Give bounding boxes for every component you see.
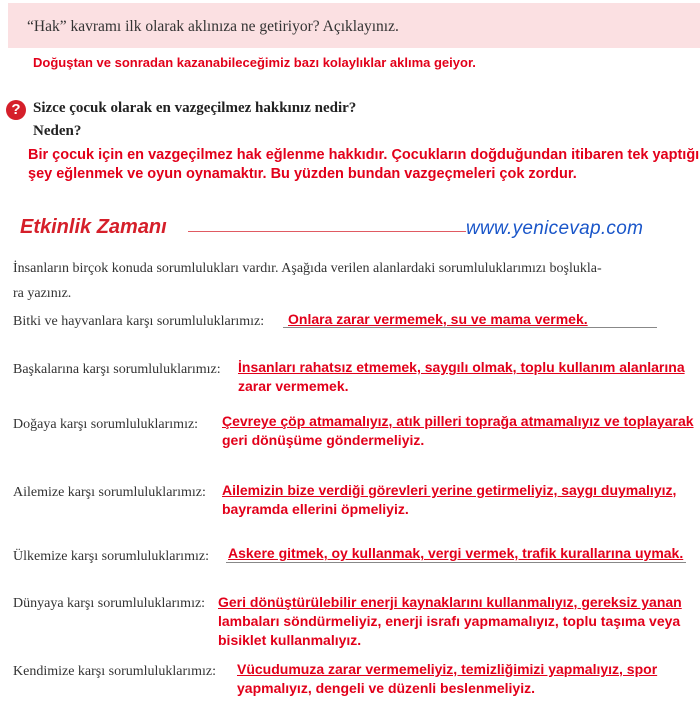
item-label-country: Ülkemize karşı sorumluluklarımız: [13, 549, 209, 564]
question-1-answer: Doğuştan ve sonradan kazanabileceğimiz bazı kolaylıklar aklıma geiyor. [33, 55, 476, 70]
answer-line-text: Vücudumuza zarar vermemeliyiz, temizliğimizi yapmalıyız, spor [237, 661, 658, 677]
item-label-nature: Doğaya karşı sorumluluklarımız: [13, 417, 199, 432]
answer-line-text: İnsanları rahatsız etmemek, saygılı olmak, toplu kullanım alanlarına [238, 359, 685, 375]
answer-line-text: Çevreye çöp atmamalıyız, atık pilleri toprağa atmamalıyız ve toplayarak [222, 413, 694, 429]
watermark-text: www.yenicevap.com [466, 218, 644, 239]
question-1-text: “Hak” kavramı ilk olarak aklınıza ne getiriyor? Açıklayınız. [27, 18, 399, 35]
answer-line-text: bisiklet kullanmalıyız. [218, 632, 362, 648]
question-2-text-line-2: Neden? [33, 123, 82, 139]
answer-line-text: Geri dönüştürülebilir enerji kaynaklarını kullanmalıyız, gereksiz yanan [218, 594, 682, 610]
item-answer-country [228, 544, 683, 563]
question-2-text-line-1: Sizce çocuk olarak en vazgeçilmez hakkınız nedir? [33, 100, 357, 116]
answer-line-text: geri dönüşüme göndermeliyiz. [222, 432, 425, 448]
question-2-answer: Bir çocuk için en vazgeçilmez hak eğlenme hakkıdır. Çocukların doğduğundan itibaren tek yaptığı şey eğlenmek ve oyun oynamaktır. Bu yüzden bundan vazgeçmeleri çok zordur. [28, 147, 700, 182]
question-mark-icon: ? [6, 100, 26, 120]
intro-text-line-1: İnsanların birçok konuda sorumlulukları vardır. Aşağıda verilen alanlardaki sorumluluklarımızı boşlukla- [13, 261, 602, 276]
item-label-self: Kendimize karşı sorumluluklarımız: [13, 664, 216, 679]
answer-line-text: lambaları söndürmeliyiz, enerji israfı yapmamalıyız, toplu taşıma veya [218, 613, 681, 629]
item-answer-self [237, 660, 657, 698]
answer-line-text: bayramda ellerini öpmeliyiz. [222, 501, 409, 517]
answer-line-text: Onlara zarar vermemek, su ve mama vermek. [288, 311, 588, 327]
item-label-world: Dünyaya karşı sorumluluklarımız: [13, 596, 206, 611]
answer-line-text: zarar vermemek. [238, 378, 349, 394]
item-label-family: Ailemize karşı sorumluluklarımız: [13, 485, 206, 500]
item-answer-world [218, 593, 682, 650]
item-answer-nature [222, 412, 694, 450]
item-answer-family [222, 481, 676, 519]
item-label-others: Başkalarına karşı sorumluluklarımız: [13, 362, 221, 377]
section-divider [188, 231, 466, 232]
intro-text-line-2: ra yazınız. [13, 286, 72, 301]
item-label-plants-animals: Bitki ve hayvanlara karşı sorumluluklarımız: [13, 314, 265, 329]
answer-line-text: Askere gitmek, oy kullanmak, vergi vermek, trafik kurallarına uymak. [228, 545, 684, 561]
item-answer-plants-animals [288, 310, 588, 329]
item-answer-others [238, 358, 685, 396]
answer-line-text: yapmalıyız, dengeli ve düzenli beslenmeliyiz. [237, 680, 535, 696]
answer-line-text: Ailemizin bize verdiği görevleri yerine getirmeliyiz, saygı duymalıyız, [222, 482, 677, 498]
section-title: Etkinlik Zamanı [20, 216, 167, 238]
